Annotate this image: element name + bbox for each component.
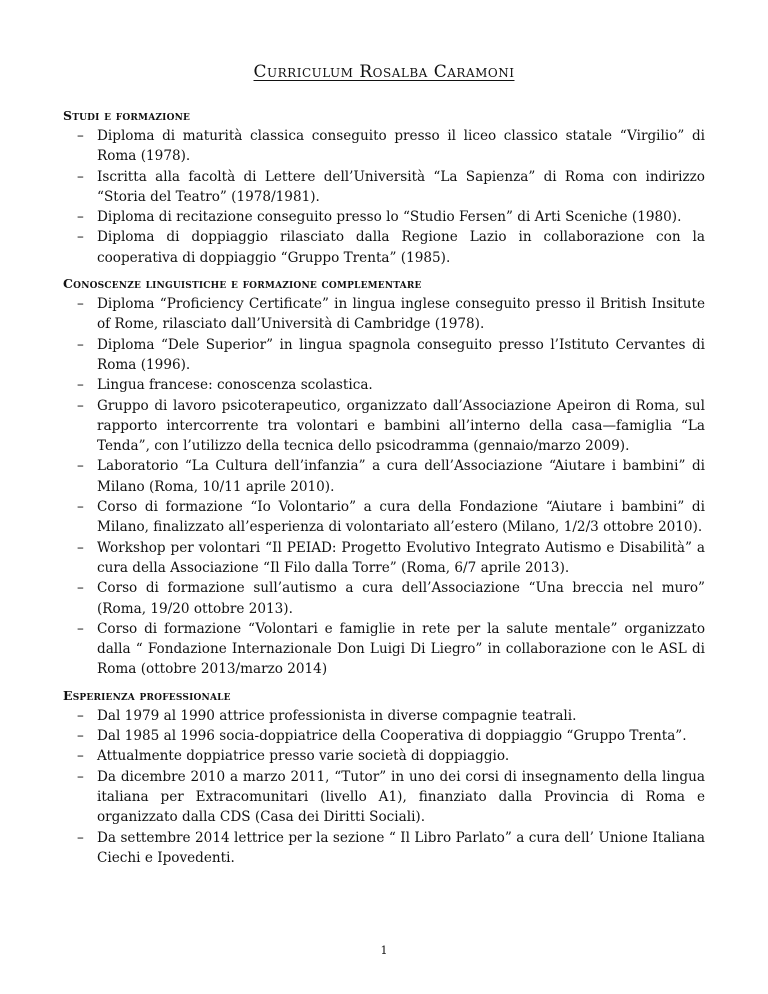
list-item-text: Da settembre 2014 lettrice per la sezione “ Il Libro Parlato” a cura dell’ Unione Italiana Ciechi e Ipovedenti. xyxy=(97,829,705,866)
list-item xyxy=(63,396,705,457)
dash-icon: – xyxy=(77,707,84,724)
dash-icon: – xyxy=(77,620,84,637)
list-item xyxy=(63,538,705,579)
section-list xyxy=(63,126,705,268)
list-item xyxy=(63,456,705,497)
list-item-text: Corso di formazione sull’autismo a cura dell’Associazione “Una breccia nel muro” (Roma, 19/20 ottobre 2013). xyxy=(97,580,705,617)
list-item xyxy=(63,335,705,376)
dash-icon: – xyxy=(77,296,84,313)
dash-icon: – xyxy=(77,209,84,226)
list-item-text: Dal 1985 al 1996 socia-doppiatrice della Cooperativa di doppiaggio “Gruppo Trenta”. xyxy=(97,728,687,745)
list-item-text: Diploma di recitazione conseguito presso lo “Studio Fersen” di Arti Sceniche (1980). xyxy=(97,209,682,226)
list-item-text: Corso di formazione “Io Volontario” a cura della Fondazione “Aiutare i bambini” di Milano, finalizzato all’esperienza di volontariato all’estero (Milano, 1/2/3 ottobre 2010). xyxy=(97,499,705,536)
dash-icon: – xyxy=(77,336,84,353)
list-item-text: Diploma “Dele Superior” in lingua spagnola conseguito presso l’Istituto Cervantes di Roma (1996). xyxy=(97,336,705,373)
dash-icon: – xyxy=(77,499,84,516)
list-item-text: Corso di formazione “Volontari e famiglie in rete per la salute mentale” organizzato dalla “ Fondazione Internazionale Don Luigi Di Liegro” in collaborazione con le ASL di Roma (ottobre 2013/marzo 2014) xyxy=(97,620,705,678)
dash-icon: – xyxy=(77,168,84,185)
list-item-text: Diploma “Proficiency Certificate” in lingua inglese conseguito presso il British Insitute of Rome, rilasciato dall’Università di Cambridge (1978). xyxy=(97,296,705,333)
dash-icon: – xyxy=(77,458,84,475)
list-item-text: Diploma di maturità classica conseguito presso il liceo classico statale “Virgilio” di Roma (1978). xyxy=(97,128,705,165)
list-item xyxy=(63,767,705,828)
dash-icon: – xyxy=(77,128,84,144)
dash-icon: – xyxy=(77,829,84,846)
section-conoscenze xyxy=(63,276,705,680)
dash-icon: – xyxy=(77,397,84,414)
dash-icon: – xyxy=(77,580,84,597)
section-list xyxy=(63,706,705,868)
dash-icon: – xyxy=(77,539,84,556)
list-item xyxy=(63,126,705,167)
section-heading: Conoscenze linguistiche e formazione complementare xyxy=(63,276,422,292)
section-studi xyxy=(63,108,705,268)
document-title: Curriculum Rosalba Caramoni xyxy=(253,62,515,82)
list-item xyxy=(63,706,705,726)
list-item-text: Workshop per volontari “Il PEIAD: Progetto Evolutivo Integrato Autismo e Disabilità” a cura della Associazione “Il Filo dalla Torre” (Roma, 6/7 aprile 2013). xyxy=(97,539,705,576)
list-item-text: Laboratorio “La Cultura dell’infanzia” a cura dell’Associazione “Aiutare i bambini” di Milano (Roma, 10/11 aprile 2010). xyxy=(97,458,705,495)
list-item-text: Lingua francese: conoscenza scolastica. xyxy=(97,377,373,394)
list-item xyxy=(63,578,705,619)
list-item xyxy=(63,746,705,766)
dash-icon: – xyxy=(77,229,84,246)
dash-icon: – xyxy=(77,768,84,785)
list-item-text: Da dicembre 2010 a marzo 2011, “Tutor” in uno dei corsi di insegnamento della lingua italiana per Extracomunitari (livello A1), finanziato dalla Provincia di Roma e organizzato dalla CDS (Casa dei Diritti Sociali). xyxy=(97,768,705,826)
list-item xyxy=(63,828,705,869)
list-item xyxy=(63,726,705,746)
list-item-text: Attualmente doppiatrice presso varie società di doppiaggio. xyxy=(97,748,510,765)
dash-icon: – xyxy=(77,748,84,765)
section-list xyxy=(63,294,705,680)
list-item xyxy=(63,167,705,208)
section-heading: Studi e formazione xyxy=(63,108,191,123)
list-item xyxy=(63,619,705,680)
list-item-text: Gruppo di lavoro psicoterapeutico, organizzato dall’Associazione Apeiron di Roma, sul rapporto intercorrente tra volontari e bambini all’interno della casa—famiglia “La Tenda”, con l’utilizzo della tecnica dello psicodramma (gennaio/marzo 2009). xyxy=(97,397,705,455)
list-item xyxy=(63,497,705,538)
dash-icon: – xyxy=(77,728,84,745)
page-number: 1 xyxy=(380,944,388,957)
section-heading: Esperienza professionale xyxy=(63,687,231,703)
section-esperienza xyxy=(63,688,705,868)
dash-icon: – xyxy=(77,377,84,394)
list-item-text: Iscritta alla facoltà di Lettere dell’Università “La Sapienza” di Roma con indirizzo “Storia del Teatro” (1978/1981). xyxy=(97,168,705,205)
list-item xyxy=(63,375,705,395)
list-item xyxy=(63,207,705,227)
list-item xyxy=(63,294,705,335)
list-item-text: Dal 1979 al 1990 attrice professionista in diverse compagnie teatrali. xyxy=(97,707,577,724)
list-item xyxy=(63,227,705,268)
list-item-text: Diploma di doppiaggio rilasciato dalla Regione Lazio in collaborazione con la cooperativa di doppiaggio “Gruppo Trenta” (1985). xyxy=(97,229,705,266)
